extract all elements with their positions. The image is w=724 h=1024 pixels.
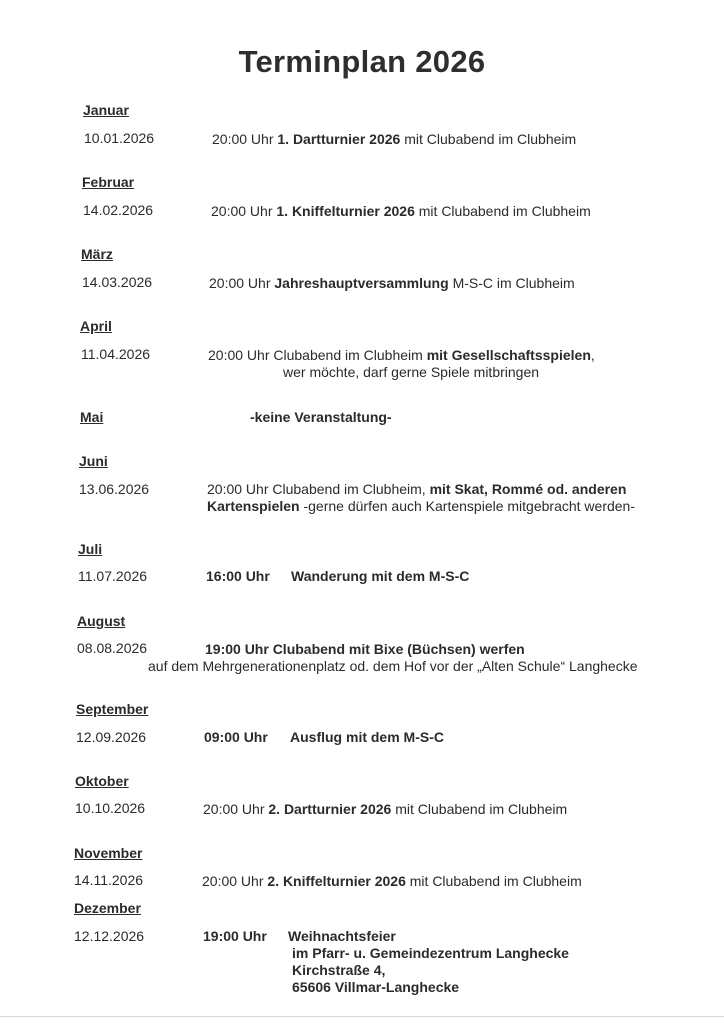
month-heading-mai: Mai: [80, 409, 104, 425]
event-title: Ausflug mit dem M-S-C: [290, 729, 444, 745]
event-description: [203, 801, 567, 817]
event-title: 1. Dartturnier 2026: [277, 131, 401, 147]
event-title: Weihnachtsfeier: [288, 928, 396, 944]
event-title: 19:00 Uhr Clubabend mit Bixe (Büchsen) werfen: [205, 641, 525, 657]
event-punctuation: ,: [590, 347, 595, 363]
event-time: 09:00 Uhr: [204, 729, 268, 745]
month-heading-november: November: [74, 845, 143, 861]
month-heading-januar: Januar: [83, 102, 129, 118]
event-title: 2. Kniffelturnier 2026: [267, 873, 406, 889]
event-description: [207, 481, 626, 497]
month-heading-februar: Februar: [82, 174, 135, 190]
event-title-continued: Kartenspielen: [207, 498, 300, 514]
event-location: im Pfarr- u. Gemeindezentrum Langhecke: [292, 945, 569, 961]
event-time: 20:00 Uhr: [209, 275, 271, 291]
event-title: mit Skat, Rommé od. anderen: [429, 481, 627, 497]
event-title: Wanderung mit dem M-S-C: [291, 568, 470, 584]
event-detail: -gerne dürfen auch Kartenspiele mitgebracht werden-: [303, 498, 636, 514]
event-description: [212, 131, 576, 147]
event-date: 12.09.2026: [76, 729, 147, 745]
event-date: 14.02.2026: [83, 202, 154, 218]
event-time: 20:00 Uhr: [211, 203, 273, 219]
event-description: [211, 203, 591, 219]
event-detail: Clubabend im Clubheim,: [272, 481, 426, 497]
month-heading-juli: Juli: [78, 541, 103, 557]
event-title: 1. Kniffelturnier 2026: [276, 203, 415, 219]
month-heading-maerz: März: [81, 246, 113, 262]
event-date: 14.11.2026: [74, 872, 144, 888]
event-time: 20:00 Uhr: [207, 481, 269, 497]
event-title: mit Gesellschaftsspielen: [426, 347, 591, 363]
event-title: Jahreshauptversammlung: [274, 275, 449, 291]
event-description: [202, 873, 582, 889]
event-note: [207, 498, 635, 514]
month-heading-dezember: Dezember: [74, 900, 141, 916]
event-date: 08.08.2026: [77, 640, 148, 656]
month-heading-oktober: Oktober: [75, 773, 129, 789]
event-time: 20:00 Uhr: [202, 873, 264, 889]
event-address-city: 65606 Villmar-Langhecke: [292, 979, 460, 995]
event-time: 20:00 Uhr: [208, 347, 270, 363]
event-description: [209, 275, 575, 291]
month-heading-september: September: [76, 701, 149, 717]
event-time: 20:00 Uhr: [212, 131, 274, 147]
scan-edge-line: [0, 1016, 724, 1017]
event-note: wer möchte, darf gerne Spiele mitbringen: [283, 364, 540, 380]
event-detail: mit Clubabend im Clubheim: [404, 131, 577, 147]
event-date: 14.03.2026: [82, 274, 153, 290]
event-detail: mit Clubabend im Clubheim: [395, 801, 568, 817]
event-detail: mit Clubabend im Clubheim: [409, 873, 582, 889]
event-detail: mit Clubabend im Clubheim: [418, 203, 591, 219]
event-detail: Clubabend im Clubheim: [273, 347, 423, 363]
event-address-street: Kirchstraße 4,: [292, 962, 386, 978]
event-detail: M-S-C im Clubheim: [452, 275, 575, 291]
event-title: 2. Dartturnier 2026: [268, 801, 392, 817]
event-location: auf dem Mehrgenerationenplatz od. dem Hof vor der „Alten Schule“ Langhecke: [148, 658, 638, 674]
event-date: 10.01.2026: [84, 130, 155, 146]
event-time: 16:00 Uhr: [206, 568, 270, 584]
event-description: [208, 347, 595, 363]
month-heading-april: April: [80, 318, 112, 334]
event-time: 19:00 Uhr: [203, 928, 267, 944]
month-heading-juni: Juni: [79, 453, 108, 469]
event-time: 20:00 Uhr: [203, 801, 265, 817]
event-date: 11.04.2026: [81, 346, 151, 362]
no-event-note: -keine Veranstaltung-: [250, 409, 392, 425]
event-date: 12.12.2026: [74, 928, 145, 944]
event-date: 10.10.2026: [75, 800, 146, 816]
event-date: 11.07.2026: [78, 568, 148, 584]
page-title: Terminplan 2026: [238, 44, 486, 79]
event-date: 13.06.2026: [79, 481, 150, 497]
month-heading-august: August: [77, 613, 126, 629]
